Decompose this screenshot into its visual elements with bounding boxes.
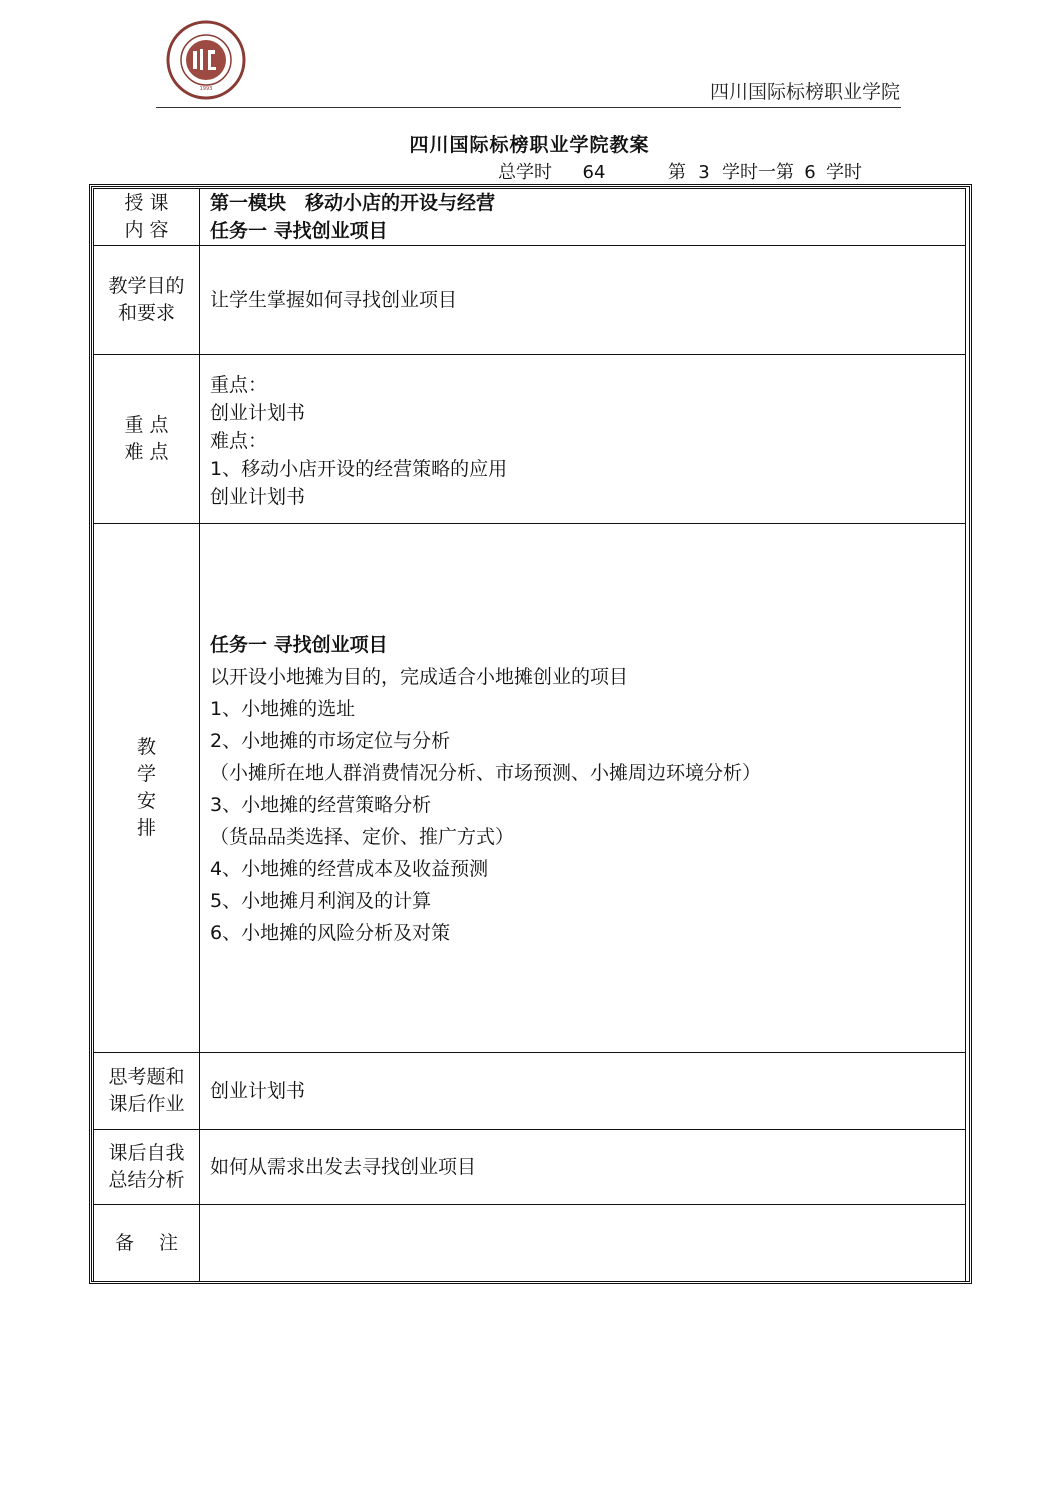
table-row-arrangement — [94, 524, 966, 1053]
list-item: 1、小地摊的选址 — [210, 698, 356, 720]
task-title: 任务一 寻找创业项目 — [210, 220, 388, 242]
period-suffix: 学时 — [826, 162, 862, 183]
lesson-plan-table — [93, 188, 966, 1282]
arrangement-label: 教 学 安 排 — [94, 524, 200, 1053]
period-mid: 学时一第 — [722, 162, 794, 183]
module-title: 第一模块 移动小店的开设与经营 — [210, 192, 496, 214]
period-prefix: 第 — [668, 162, 686, 183]
list-item: 6、小地摊的风险分析及对策 — [210, 922, 451, 944]
keypoints-label: 重 点 难 点 — [94, 355, 200, 524]
arrangement-value — [200, 524, 966, 1053]
list-item: 以开设小地摊为目的，完成适合小地摊创业的项目 — [210, 666, 629, 688]
list-item: 5、小地摊月利润及的计算 — [210, 890, 432, 912]
table-row-homework — [94, 1053, 966, 1130]
objective-value: 让学生掌握如何寻找创业项目 — [200, 246, 966, 355]
homework-value: 创业计划书 — [200, 1053, 966, 1130]
total-hours-label: 总学时 — [498, 162, 552, 183]
list-item: （货品品类选择、定价、推广方式） — [210, 826, 515, 848]
homework-label: 思考题和 课后作业 — [94, 1053, 200, 1130]
header-school-name: 四川国际标榜职业学院 — [709, 81, 900, 103]
list-item: 3、小地摊的经营策略分析 — [210, 794, 432, 816]
svg-text:1993: 1993 — [199, 86, 213, 92]
header-divider — [156, 107, 901, 108]
summary-label: 课后自我 总结分析 — [94, 1130, 200, 1205]
period-start: 3 — [686, 162, 722, 185]
content-value — [200, 189, 966, 246]
arrangement-title: 任务一 寻找创业项目 — [210, 634, 388, 656]
objective-label: 教学目的 和要求 — [94, 246, 200, 355]
table-row-summary — [94, 1130, 966, 1205]
content-label: 授 课 内 容 — [94, 189, 200, 246]
summary-value: 如何从需求出发去寻找创业项目 — [200, 1130, 966, 1205]
hours-line — [498, 158, 862, 185]
remarks-value — [200, 1205, 966, 1282]
table-row-objective — [94, 246, 966, 355]
total-hours-value: 64 — [552, 162, 636, 185]
list-item: （小摊所在地人群消费情况分析、市场预测、小摊周边环境分析） — [210, 762, 762, 784]
list-item: 4、小地摊的经营成本及收益预测 — [210, 858, 489, 880]
table-row-content — [94, 189, 966, 246]
table-row-keypoints — [94, 355, 966, 524]
college-seal-logo — [166, 20, 246, 100]
keypoints-value: 重点： 创业计划书 难点： 1、移动小店开设的经营策略的应用 创业计划书 — [200, 355, 966, 524]
table-row-remarks — [94, 1205, 966, 1282]
remarks-label: 备 注 — [94, 1205, 200, 1282]
document-title: 四川国际标榜职业学院教案 — [409, 134, 650, 156]
list-item: 2、小地摊的市场定位与分析 — [210, 730, 451, 752]
period-end: 6 — [794, 162, 826, 185]
